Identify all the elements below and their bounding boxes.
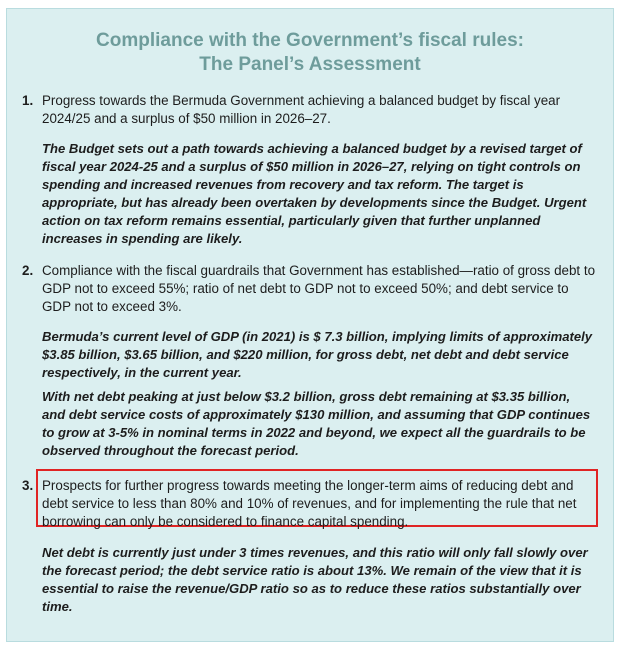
item-number: 3. [22,478,34,493]
item-2-assessment-1: Bermuda’s current level of GDP (in 2021) is $ 7.3 billion, implying limits of approximately $3.85 billion, $3.65 billion, and $220 million, for gross debt, net debt and debt service respectively, in the current year. [42,329,593,380]
rule-item-3 [22,477,596,531]
panel-title [7,29,613,77]
rule-item-2 [22,262,596,316]
item-number: 2. [22,263,34,278]
item-2-assessment-2: With net debt peaking at just below $3.2 billion, gross debt remaining at $3.35 billion, and debt service costs of approximately $130 million, and assuming that GDP continues to grow at 3-5% in nominal terms in 2022 and beyond, we expect all the guardrails to be observed throughout the forecast period. [42,389,591,458]
item-3-assessment-1: Net debt is currently just under 3 times revenues, and this ratio will only fall slowly over the forecast period; the debt service ratio is about 13%. We remain of the view that it is essential to raise the revenue/GDP ratio so as to reduce these ratios substantially over time. [42,545,588,614]
title-line-2: The Panel’s Assessment [199,54,421,75]
item-1-assessment-1: The Budget sets out a path towards achieving a balanced budget by a revised target of fiscal year 2024-25 and a surplus of $50 million in 2026–27, relying on tight controls on spending and increased revenues from recovery and tax reform. The target is appropriate, but has already been overtaken by developments since the Budget. Urgent action on tax reform remains essential, particularly given that further unplanned increases in spending are likely. [42,141,587,246]
rule-item-1 [22,92,596,128]
title-line-1: Compliance with the Government’s fiscal rules: [96,30,524,51]
item-criterion: Prospects for further progress towards meeting the longer-term aims of reducing debt and debt service to less than 80% and 10% of revenues, and for implementing the rule that net borrowing can only be considered to finance capital spending. [42,478,577,529]
item-criterion: Progress towards the Bermuda Government achieving a balanced budget by fiscal year 2024/25 and a surplus of $50 million in 2026–27. [42,93,561,126]
item-criterion: Compliance with the fiscal guardrails that Government has established—ratio of gross debt to GDP not to exceed 55%; ratio of net debt to GDP not to exceed 50%; and debt service to GDP not to exceed 3%. [42,263,596,314]
item-number: 1. [22,93,34,108]
